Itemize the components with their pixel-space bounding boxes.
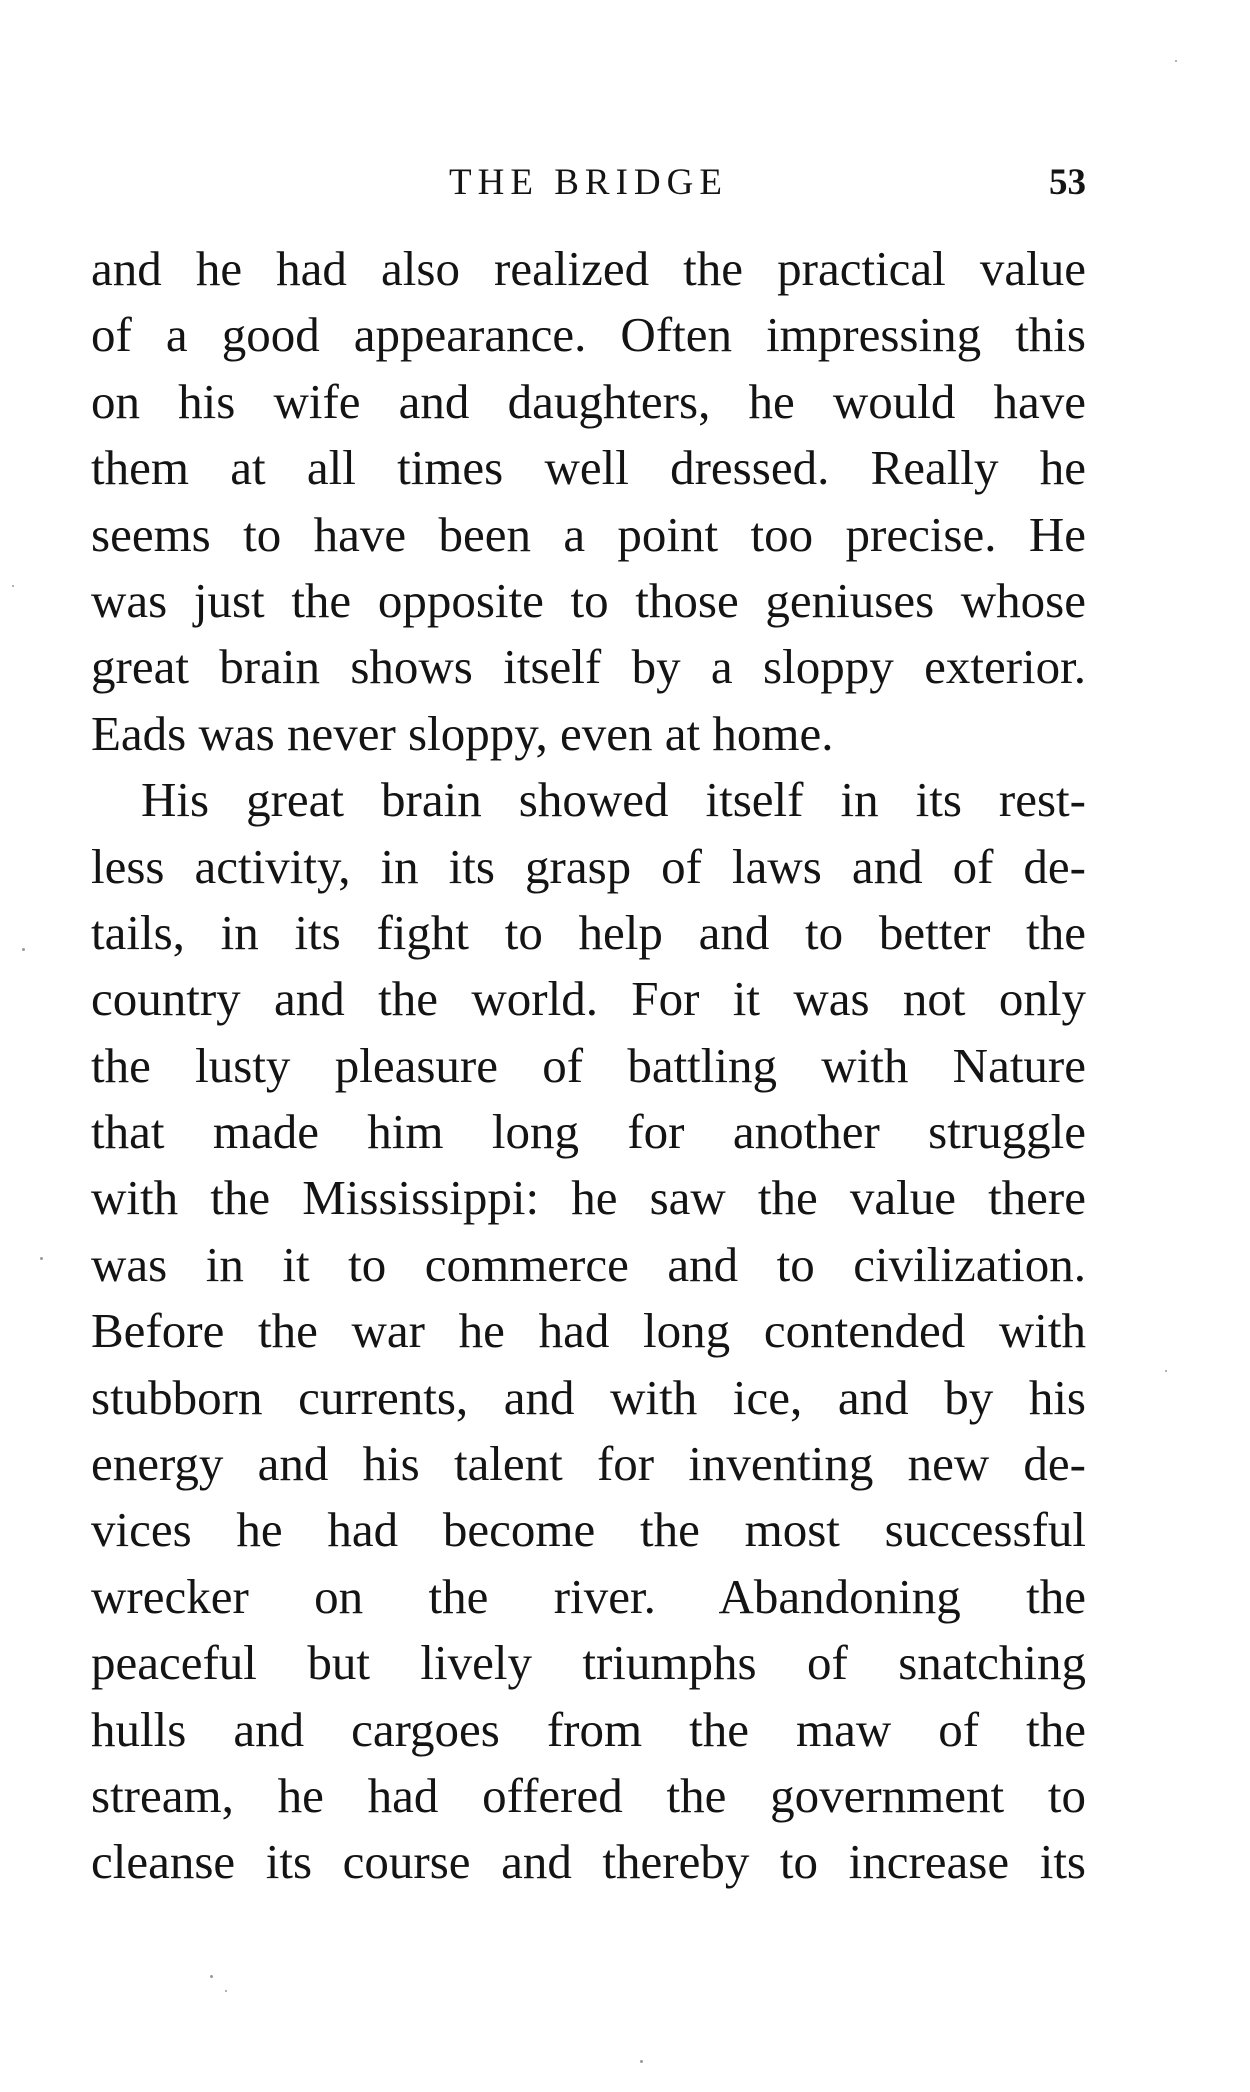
- text-line: less activity, in its grasp of laws and of de-: [91, 838, 1086, 894]
- text-line: vices he had become the most successful: [91, 1502, 1086, 1558]
- text-line: with the Mississippi: he saw the value there: [91, 1170, 1086, 1226]
- text-line: great brain shows itself by a sloppy exterior.: [91, 639, 1086, 695]
- text-line: Before the war he had long contended with: [91, 1303, 1086, 1359]
- page-number: 53: [1049, 162, 1086, 203]
- text-line: wrecker on the river. Abandoning the: [91, 1568, 1086, 1624]
- scan-speck: [22, 948, 25, 951]
- running-title: THE BRIDGE: [449, 162, 728, 203]
- scan-speck: [640, 2060, 643, 2063]
- text-line: of a good appearance. Often impressing this: [91, 307, 1086, 363]
- scan-speck: [12, 585, 14, 587]
- text-line: on his wife and daughters, he would have: [91, 373, 1086, 429]
- text-line: country and the world. For it was not only: [91, 971, 1086, 1027]
- text-line: hulls and cargoes from the maw of the: [91, 1701, 1086, 1757]
- text-line: the lusty pleasure of battling with Nature: [91, 1037, 1086, 1093]
- text-line: was just the opposite to those geniuses whose: [91, 572, 1086, 628]
- text-line: stream, he had offered the government to: [91, 1767, 1086, 1823]
- scan-speck: [1165, 1370, 1167, 1372]
- text-line: peaceful but lively triumphs of snatching: [91, 1635, 1086, 1691]
- scan-speck: [40, 1257, 43, 1260]
- scan-speck: [1175, 60, 1177, 62]
- text-line: cleanse its course and thereby to increase its: [91, 1834, 1086, 1890]
- text-line: tails, in its fight to help and to better the: [91, 904, 1086, 960]
- text-line: energy and his talent for inventing new de-: [91, 1436, 1086, 1492]
- text-line: seems to have been a point too precise. He: [91, 506, 1086, 562]
- text-line: was in it to commerce and to civilization.: [91, 1236, 1086, 1292]
- scan-speck: [210, 1975, 213, 1978]
- body-text: [91, 236, 1086, 1896]
- text-line: and he had also realized the practical value: [91, 241, 1086, 296]
- text-line: His great brain showed itself in its rest-: [141, 772, 1086, 828]
- text-line: Eads was never sloppy, even at home.: [91, 705, 834, 761]
- running-head: [91, 158, 1086, 208]
- scan-speck: [225, 1990, 227, 1992]
- text-line: that made him long for another struggle: [91, 1104, 1086, 1160]
- text-line: them at all times well dressed. Really he: [91, 440, 1086, 496]
- text-line: stubborn currents, and with ice, and by his: [91, 1369, 1086, 1425]
